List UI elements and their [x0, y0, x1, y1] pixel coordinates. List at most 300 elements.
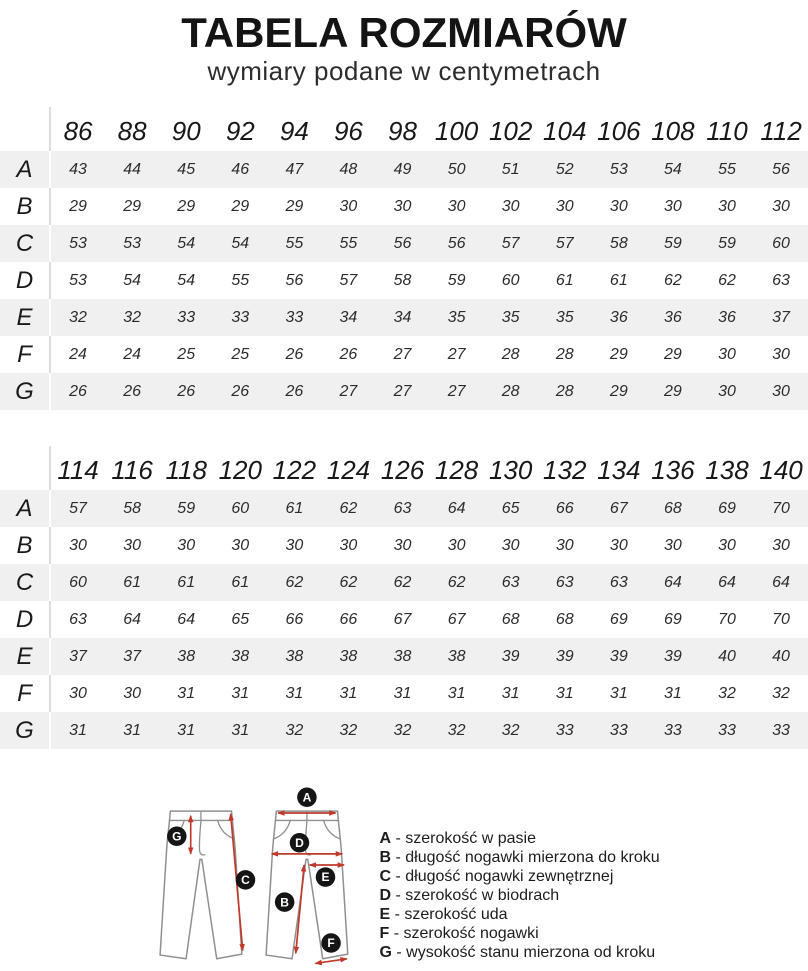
measurement-value: 24: [69, 345, 87, 363]
measurement-value: 55: [231, 271, 250, 289]
measurement-value: 52: [555, 160, 574, 178]
measurement-value: 62: [339, 499, 358, 517]
legend-item-G: [379, 943, 659, 962]
svg-text:E: E: [321, 870, 330, 885]
measurement-value: 58: [393, 271, 412, 289]
measurement-value: 33: [772, 721, 790, 739]
measurement-value: 25: [231, 345, 250, 363]
measurement-value: 30: [393, 536, 412, 554]
measurement-value: 61: [609, 271, 628, 289]
measurement-value: 57: [339, 271, 358, 289]
measurement-value: 62: [339, 573, 358, 591]
measurement-value: 32: [718, 684, 736, 702]
size-column-header: 104: [543, 115, 587, 146]
size-column-header: 88: [117, 115, 147, 146]
measurement-value: 25: [177, 345, 196, 363]
table-row-G: [0, 712, 808, 749]
measurement-value: 30: [339, 197, 358, 215]
measurement-value: 27: [447, 382, 466, 400]
measurement-value: 30: [772, 536, 790, 554]
measurement-value: 61: [555, 271, 574, 289]
measurement-value: 31: [123, 721, 142, 739]
measurement-value: 65: [501, 499, 520, 517]
measurement-value: 33: [609, 721, 628, 739]
row-values: [51, 299, 808, 336]
measurement-value: 53: [123, 234, 142, 252]
row-values: [51, 564, 808, 601]
legend-text: - długość nogawki zewnętrznej: [391, 868, 614, 886]
measurement-value: 32: [772, 684, 790, 702]
measurement-value: 30: [772, 382, 790, 400]
size-column-header: 100: [434, 115, 479, 146]
badge-G: [167, 827, 186, 846]
measurement-value: 54: [231, 234, 250, 252]
measurement-value: 38: [447, 647, 466, 665]
measurement-value: 30: [69, 536, 87, 554]
measurement-value: 54: [177, 234, 196, 252]
measurement-value: 31: [231, 721, 250, 739]
measurement-value: 29: [69, 197, 87, 215]
measurement-value: 69: [664, 610, 682, 628]
measurement-value: 64: [718, 573, 736, 591]
size-column-header: 124: [326, 454, 371, 485]
measurement-value: 55: [718, 160, 736, 178]
measurement-value: 36: [609, 308, 628, 326]
size-table-small-sizes: [0, 107, 808, 410]
measurement-value: 66: [555, 499, 574, 517]
legend-item-F: [379, 924, 659, 943]
measurement-value: 28: [501, 345, 520, 363]
table-row-A: [0, 490, 808, 527]
measurement-value: 30: [123, 536, 142, 554]
svg-text:G: G: [172, 829, 182, 844]
size-column-header: 136: [651, 454, 695, 485]
legend-item-A: [379, 829, 659, 848]
row-values: [51, 225, 808, 262]
table-row-G: [0, 373, 808, 410]
measurement-value: 30: [664, 536, 682, 554]
legend-letter: E: [379, 906, 391, 924]
measurement-value: 65: [231, 610, 250, 628]
legend-text: - szerokość nogawki: [389, 925, 539, 943]
measurement-value: 38: [177, 647, 196, 665]
measurement-value: 70: [772, 610, 790, 628]
measurement-value: 63: [609, 573, 628, 591]
size-column-header: 92: [225, 115, 255, 146]
row-label-G: G: [0, 373, 51, 410]
measurement-value: 64: [664, 573, 682, 591]
measurement-value: 30: [69, 684, 87, 702]
measurement-value: 55: [285, 234, 304, 252]
row-values: [51, 188, 808, 225]
pants-diagram-back: [148, 787, 258, 969]
size-column-header: 126: [380, 454, 425, 485]
measurement-value: 69: [718, 499, 736, 517]
table-row-C: [0, 564, 808, 601]
measurement-value: 33: [231, 308, 250, 326]
measurement-value: 31: [555, 684, 574, 702]
measurement-value: 50: [447, 160, 466, 178]
legend-text: - szerokość w pasie: [391, 830, 536, 848]
measurement-value: 32: [501, 721, 520, 739]
size-column-header: 140: [759, 454, 803, 485]
size-column-header: 102: [488, 115, 533, 146]
header-corner-cell: [0, 107, 51, 151]
row-label-E: E: [0, 638, 51, 675]
measurement-value: 36: [718, 308, 736, 326]
measurement-value: 30: [555, 197, 574, 215]
measurement-value: 63: [69, 610, 87, 628]
table-row-E: [0, 638, 808, 675]
size-column-header: 98: [388, 115, 417, 146]
row-values: [51, 601, 808, 638]
page-title: TABELA ROZMIARÓW: [181, 9, 627, 56]
row-values: [51, 490, 808, 527]
measurement-value: 60: [501, 271, 520, 289]
measurement-value: 43: [69, 160, 87, 178]
table-row-D: [0, 262, 808, 299]
size-header-row: [0, 446, 808, 490]
measurement-value: 38: [393, 647, 412, 665]
measurement-value: 57: [555, 234, 574, 252]
row-label-F: F: [0, 336, 51, 373]
badge-A: [297, 788, 316, 807]
row-label-A: A: [0, 490, 51, 527]
size-column-header: 110: [706, 115, 748, 146]
measurement-value: 53: [69, 271, 87, 289]
measurement-value: 27: [339, 382, 358, 400]
row-values: [51, 675, 808, 712]
row-label-B: B: [0, 188, 51, 225]
size-column-header: 132: [543, 454, 587, 485]
measurement-value: 28: [555, 382, 574, 400]
svg-text:B: B: [280, 895, 289, 910]
row-values: [51, 527, 808, 564]
measurement-value: 30: [609, 197, 628, 215]
row-label-G: G: [0, 712, 51, 749]
measurement-value: 67: [447, 610, 466, 628]
measurement-value: 39: [501, 647, 520, 665]
measurement-value: 37: [123, 647, 142, 665]
measurement-value: 59: [177, 499, 196, 517]
measurement-value: 30: [664, 197, 682, 215]
measurement-value: 54: [123, 271, 142, 289]
row-label-C: C: [0, 225, 51, 262]
measurement-value: 56: [772, 160, 790, 178]
measurement-value: 32: [123, 308, 142, 326]
measurement-value: 31: [69, 721, 87, 739]
table-row-D: [0, 601, 808, 638]
measurement-value: 31: [231, 684, 250, 702]
measurement-value: 40: [772, 647, 790, 665]
measurement-value: 64: [772, 573, 790, 591]
badge-D: [290, 833, 309, 852]
row-values: [51, 638, 808, 675]
measurement-value: 30: [501, 536, 520, 554]
measurement-value: 26: [177, 382, 196, 400]
page-header: [0, 0, 808, 87]
measurement-value: 64: [123, 610, 142, 628]
measurement-value: 28: [555, 345, 574, 363]
measurement-value: 60: [772, 234, 790, 252]
size-column-header: 86: [63, 115, 93, 146]
size-table-large-sizes: [0, 446, 808, 749]
measurement-value: 37: [69, 647, 87, 665]
measurement-value: 26: [285, 382, 304, 400]
measurement-value: 30: [772, 197, 790, 215]
measurement-value: 64: [177, 610, 196, 628]
row-label-D: D: [0, 262, 51, 299]
size-column-header: 106: [597, 115, 641, 146]
measurement-value: 30: [501, 197, 520, 215]
measurement-value: 46: [231, 160, 250, 178]
measurement-value: 68: [555, 610, 574, 628]
measurement-value: 38: [231, 647, 250, 665]
measurement-value: 28: [501, 382, 520, 400]
legend-item-B: [379, 848, 659, 867]
legend-letter: C: [379, 868, 392, 886]
legend-item-C: [379, 867, 659, 886]
measurement-value: 32: [69, 308, 87, 326]
measurement-value: 30: [718, 382, 736, 400]
badge-E: [316, 868, 335, 887]
page-subtitle: wymiary podane w centymetrach: [207, 56, 601, 87]
svg-text:C: C: [241, 873, 251, 888]
measurement-value: 30: [447, 197, 466, 215]
measurement-value: 29: [231, 197, 250, 215]
svg-text:D: D: [295, 836, 304, 851]
size-column-header: 138: [705, 454, 749, 485]
size-header-row: [0, 107, 808, 151]
measurement-value: 61: [123, 573, 142, 591]
svg-text:A: A: [302, 790, 312, 805]
measurement-value: 57: [501, 234, 520, 252]
measurement-value: 29: [177, 197, 196, 215]
measurement-value: 68: [664, 499, 682, 517]
measurement-value: 31: [177, 684, 196, 702]
measurement-value: 31: [285, 684, 304, 702]
row-values: [51, 712, 808, 749]
row-label-A: A: [0, 151, 51, 188]
measurement-value: 33: [555, 721, 574, 739]
measurement-value: 30: [555, 536, 574, 554]
measurement-value: 27: [393, 382, 412, 400]
legend-text: - wysokość stanu mierzona od kroku: [391, 944, 656, 962]
table-row-E: [0, 299, 808, 336]
measurement-value: 33: [177, 308, 196, 326]
measurement-value: 31: [664, 684, 682, 702]
badge-C: [236, 870, 255, 889]
size-column-header: 118: [165, 454, 207, 485]
measurement-value: 31: [393, 684, 412, 702]
measurement-value: 38: [285, 647, 304, 665]
measurement-value: 30: [447, 536, 466, 554]
measurement-value: 60: [69, 573, 87, 591]
legend-item-D: [379, 886, 659, 905]
measurement-value: 29: [285, 197, 304, 215]
table-row-A: [0, 151, 808, 188]
measurement-value: 59: [664, 234, 682, 252]
legend-text: - szerokość w biodrach: [391, 887, 560, 905]
row-label-E: E: [0, 299, 51, 336]
measurement-value: 31: [339, 684, 358, 702]
measurement-value: 33: [664, 721, 682, 739]
measurement-value: 29: [664, 345, 682, 363]
size-column-header: 128: [434, 454, 479, 485]
measurement-diagram-section: [0, 787, 808, 969]
measurement-value: 58: [609, 234, 628, 252]
legend-letter: A: [379, 830, 392, 848]
legend-letter: G: [379, 944, 392, 962]
size-column-header: 94: [279, 115, 309, 146]
measurement-value: 55: [339, 234, 358, 252]
measurement-value: 30: [772, 345, 790, 363]
measurement-value: 36: [664, 308, 682, 326]
measurement-value: 34: [339, 308, 358, 326]
legend-text: - szerokość uda: [390, 906, 508, 924]
measurement-value: 24: [123, 345, 142, 363]
measurement-value: 54: [664, 160, 682, 178]
badge-B: [275, 893, 294, 912]
row-label-C: C: [0, 564, 51, 601]
legend-letter: F: [379, 925, 390, 943]
measurement-value: 68: [501, 610, 520, 628]
measurement-value: 33: [718, 721, 736, 739]
size-column-header: 96: [333, 115, 363, 146]
legend-item-E: [379, 905, 659, 924]
measurement-value: 32: [447, 721, 466, 739]
measurement-value: 69: [609, 610, 628, 628]
measurement-value: 30: [339, 536, 358, 554]
measurement-value: 48: [339, 160, 358, 178]
measurement-value: 32: [393, 721, 412, 739]
measurement-value: 26: [231, 382, 250, 400]
measurement-value: 53: [609, 160, 628, 178]
table-row-C: [0, 225, 808, 262]
measurement-value: 39: [555, 647, 574, 665]
measurement-value: 60: [231, 499, 250, 517]
measurement-value: 27: [447, 345, 466, 363]
badge-F: [321, 934, 340, 953]
measurement-value: 32: [285, 721, 304, 739]
legend-letter: D: [379, 887, 392, 905]
measurement-value: 33: [285, 308, 304, 326]
measurement-value: 59: [447, 271, 466, 289]
measurement-value: 67: [609, 499, 628, 517]
measurement-value: 70: [772, 499, 790, 517]
measurement-value: 31: [447, 684, 466, 702]
measurement-value: 35: [501, 308, 520, 326]
measurement-value: 61: [177, 573, 196, 591]
measurement-value: 57: [69, 499, 87, 517]
measurement-value: 70: [718, 610, 736, 628]
measurement-value: 49: [393, 160, 412, 178]
size-column-header: 130: [488, 454, 533, 485]
measurement-value: 30: [231, 536, 250, 554]
measurement-value: 45: [177, 160, 196, 178]
row-values: [51, 262, 808, 299]
measurement-value: 62: [285, 573, 304, 591]
table-row-B: [0, 527, 808, 564]
row-label-F: F: [0, 675, 51, 712]
measurement-value: 61: [285, 499, 304, 517]
measurement-value: 63: [772, 271, 790, 289]
measurement-value: 59: [718, 234, 736, 252]
measurement-value: 63: [393, 499, 412, 517]
measurement-value: 26: [69, 382, 87, 400]
measurement-value: 30: [285, 536, 304, 554]
measurement-value: 62: [447, 573, 466, 591]
measurement-value: 39: [609, 647, 628, 665]
measurement-value: 62: [718, 271, 736, 289]
measurement-value: 26: [339, 345, 358, 363]
measurement-value: 51: [501, 160, 520, 178]
row-label-B: B: [0, 527, 51, 564]
measurement-value: 67: [393, 610, 412, 628]
measurement-value: 61: [231, 573, 250, 591]
measurement-value: 31: [609, 684, 628, 702]
measurement-value: 31: [177, 721, 196, 739]
table-row-F: [0, 675, 808, 712]
row-label-D: D: [0, 601, 51, 638]
measurement-value: 30: [609, 536, 628, 554]
size-column-header: 116: [111, 454, 153, 485]
measurement-value: 56: [447, 234, 466, 252]
size-column-header: 90: [171, 115, 201, 146]
row-values: [51, 151, 808, 188]
measurement-value: 58: [123, 499, 142, 517]
measurement-value: 47: [285, 160, 304, 178]
header-corner-cell: [0, 446, 51, 490]
measurement-value: 26: [285, 345, 304, 363]
measurement-value: 32: [339, 721, 358, 739]
size-column-header: 108: [651, 115, 695, 146]
measurement-value: 29: [609, 345, 628, 363]
measurement-value: 30: [393, 197, 412, 215]
measurement-value: 37: [772, 308, 790, 326]
measurement-value: 29: [664, 382, 682, 400]
measurement-value: 62: [393, 573, 412, 591]
measurement-value: 56: [285, 271, 304, 289]
measurement-value: 64: [447, 499, 466, 517]
measurement-value: 30: [718, 536, 736, 554]
measurement-value: 66: [339, 610, 358, 628]
row-values: [51, 336, 808, 373]
measurement-value: 26: [123, 382, 142, 400]
measurement-value: 54: [177, 271, 196, 289]
measurement-value: 34: [393, 308, 412, 326]
measurement-value: 29: [609, 382, 628, 400]
measurement-value: 30: [718, 345, 736, 363]
measurement-value: 27: [393, 345, 412, 363]
measurement-value: 30: [718, 197, 736, 215]
measurement-value: 62: [664, 271, 682, 289]
row-values: [51, 373, 808, 410]
svg-text:F: F: [327, 936, 335, 951]
measurement-value: 39: [664, 647, 682, 665]
measurement-value: 35: [447, 308, 466, 326]
measurement-value: 56: [393, 234, 412, 252]
legend-text: - długość nogawki mierzona do kroku: [391, 849, 660, 867]
table-row-F: [0, 336, 808, 373]
measurement-value: 53: [69, 234, 87, 252]
arrow-F: [315, 959, 347, 964]
size-column-header: 120: [218, 454, 262, 485]
measurement-value: 66: [285, 610, 304, 628]
measurement-value: 29: [123, 197, 142, 215]
size-column-header: 114: [57, 454, 99, 485]
size-column-header: 122: [272, 454, 317, 485]
